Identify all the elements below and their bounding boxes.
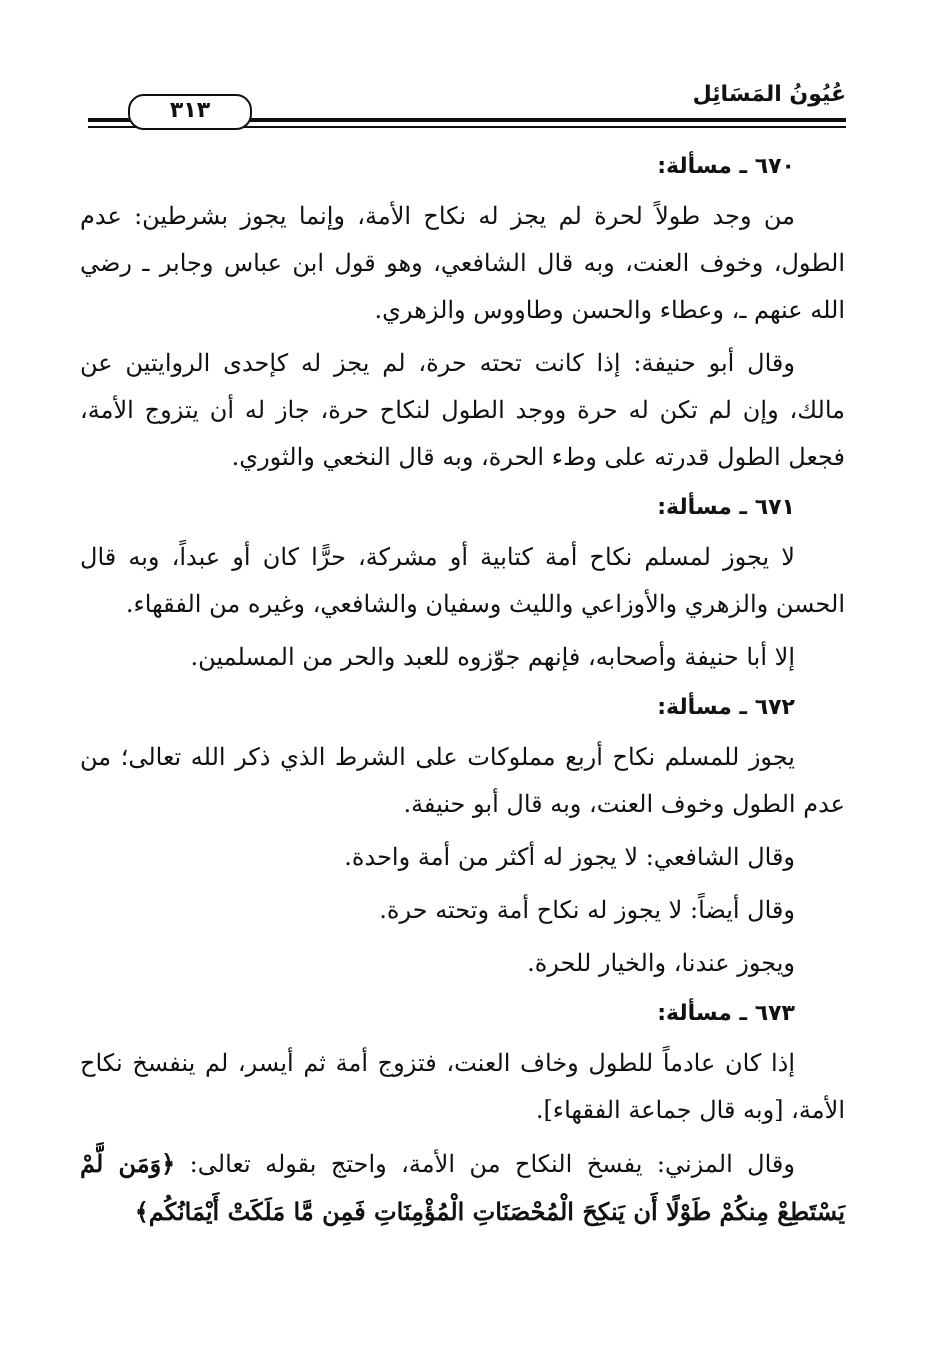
page-number: ٣١٣: [128, 94, 252, 130]
paragraph: ويجوز عندنا، والخيار للحرة.: [527, 949, 795, 977]
issue-heading: ٦٧٠ ـ مسألة:: [657, 154, 795, 179]
paragraph: وقال أبو حنيفة: إذا كانت تحته حرة، لم يجز له كإحدى الروايتين عن مالك، وإن لم تكن له حرة ووجد الطول لنكاح حرة، جاز له أن يتزوج الأمة، فجعل الطول قدرته على وطء الحرة، وبه قال النخعي والثوري.: [80, 349, 845, 471]
paragraph: وقال أيضاً: لا يجوز له نكاح أمة وتحته حرة.: [379, 896, 795, 924]
quran-verse: ﴿وَمَن لَّمْ يَسْتَطِعْ مِنكُمْ طَوْلًا أَن يَنكِحَ الْمُحْصَنَاتِ الْمُؤْمِنَاتِ فَمِن مَّا مَلَكَتْ أَيْمَانُكُم﴾: [80, 1149, 845, 1226]
issue-heading: ٦٧٣ ـ مسألة:: [657, 1001, 795, 1026]
page-body: [80, 140, 845, 1242]
paragraph-with-quran: [80, 1140, 845, 1236]
paragraph: إذا كان عادماً للطول وخاف العنت، فتزوج أمة ثم أيسر، لم ينفسخ نكاح الأمة، [وبه قال جماعة الفقهاء].: [80, 1049, 845, 1124]
paragraph: إلا أبا حنيفة وأصحابه، فإنهم جوّزوه للعبد والحر من المسلمين.: [190, 643, 795, 671]
paragraph: من وجد طولاً لحرة لم يجز له نكاح الأمة، وإنما يجوز بشرطين: عدم الطول، وخوف العنت، وبه قال الشافعي، وهو قول ابن عباس وجابر ـ رضي الله عنهم ـ، وعطاء والحسن وطاووس والزهري.: [80, 202, 845, 324]
issue-heading: ٦٧١ ـ مسألة:: [657, 495, 795, 520]
paragraph: وقال الشافعي: لا يجوز له أكثر من أمة واحدة.: [344, 843, 795, 871]
issue-heading: ٦٧٢ ـ مسألة:: [657, 695, 795, 720]
paragraph: يجوز للمسلم نكاح أربع مملوكات على الشرط الذي ذكر الله تعالى؛ من عدم الطول وخوف العنت، وبه قال أبو حنيفة.: [80, 743, 845, 818]
book-title: عُيُونُ المَسَائِل: [692, 82, 846, 107]
paragraph-text: وقال المزني: يفسخ النكاح من الأمة، واحتج بقوله تعالى:: [189, 1150, 795, 1178]
paragraph: لا يجوز لمسلم نكاح أمة كتابية أو مشركة، حرًّا كان أو عبداً، وبه قال الحسن والزهري والأوزاعي والليث وسفيان والشافعي، وغيره من الفقهاء.: [80, 543, 845, 618]
page-header: [88, 78, 846, 128]
